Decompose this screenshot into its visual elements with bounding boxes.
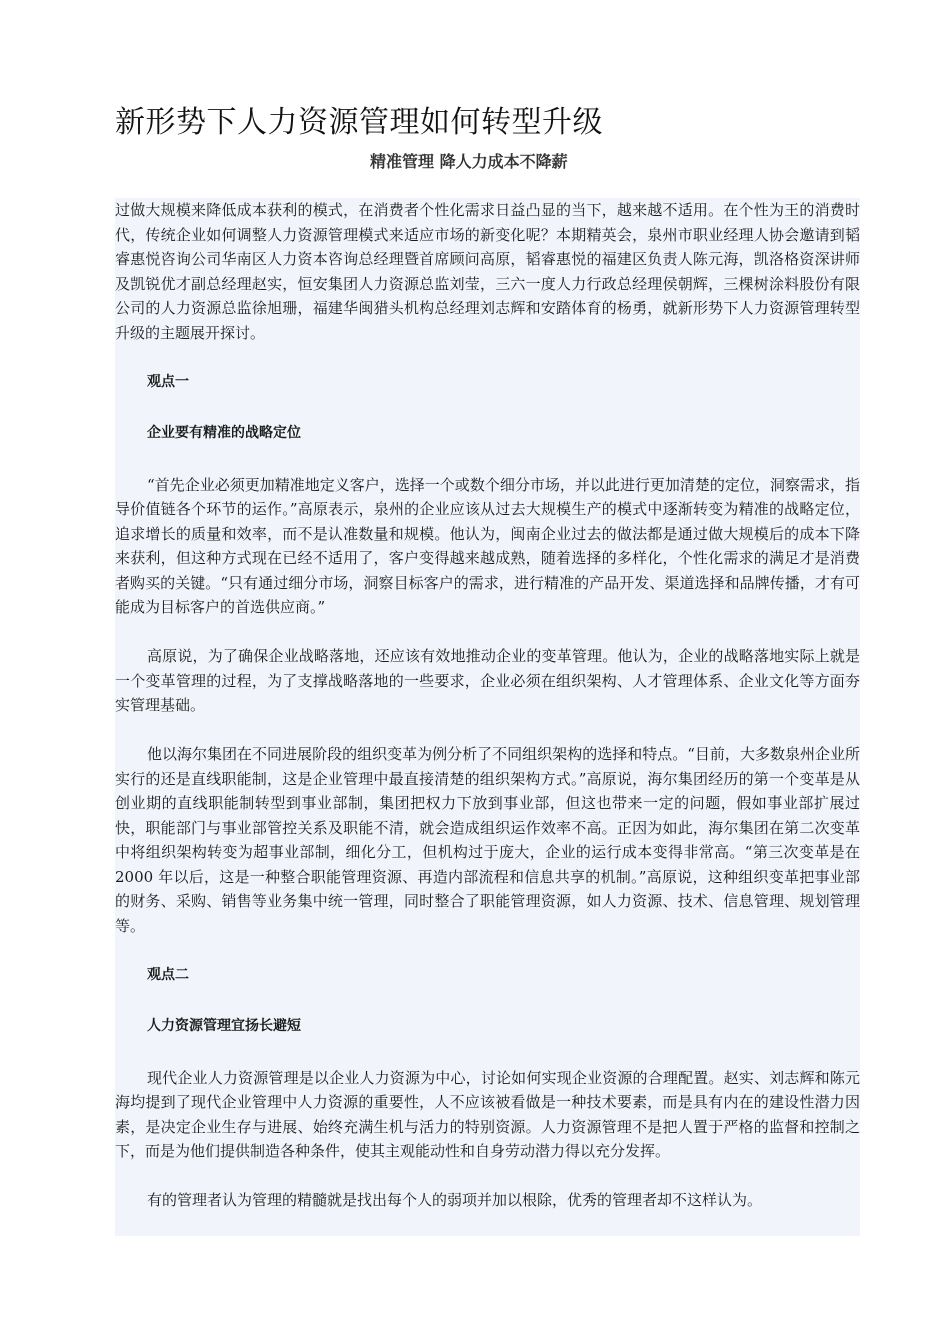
document-title: 新形势下人力资源管理如何转型升级 [115, 105, 603, 140]
paragraph-1: “首先企业必须更加精准地定义客户，选择一个或数个细分市场，并以此进行更加清楚的定位，洞察需求，指导价值链各个环节的运作。”高原表示，泉州的企业应该从过去大规模生产的模式中逐渐转变为精准的战略定位，追求增长的质量和效率，而不是认准数量和规模。他认为，闽南企业过去的做法都是通过做大规模后的成本下降来获利，但这种方式现在已经不适用了，客户变得越来越成熟，随着选择的多样化，个性化需求的满足才是消费者购买的关键。“只有通过细分市场，洞察目标客户的需求，进行精准的产品开发、渠道选择和品牌传播，才有可能成为目标客户的首选供应商。” [115, 475, 860, 616]
section1-label: 观点一 [147, 373, 189, 390]
section1-title: 企业要有精准的战略定位 [147, 425, 301, 441]
article-body [115, 198, 860, 1237]
paragraph-5: 有的管理者认为管理的精髓就是找出每个人的弱项并加以根除，优秀的管理者却不这样认为。 [147, 1191, 763, 1209]
document-subtitle: 精准管理 降人力成本不降薪 [370, 152, 568, 171]
section2-label: 观点二 [147, 966, 189, 983]
article-body-highlight [115, 198, 860, 1236]
paragraph-4: 现代企业人力资源管理是以企业人力资源为中心，讨论如何实现企业资源的合理配置。赵实、刘志辉和陈元海均提到了现代企业管理中人力资源的重要性，人不应该被看做是一种技术要素，而是具有内在的建设性潜力因素，是决定企业生存与进展、始终充满生机与活力的特别资源。人力资源管理不是把人置于严格的监督和控制之下，而是为他们提供制造各种条件，使其主观能动性和自身劳动潜力得以充分发挥。 [115, 1068, 860, 1160]
section2-title: 人力资源管理宜扬长避短 [147, 1018, 301, 1034]
paragraph-2: 高原说，为了确保企业战略落地，还应该有效地推动企业的变革管理。他认为，企业的战略落地实际上就是一个变革管理的过程，为了支撑战略落地的一些要求，企业必须在组织架构、人才管理体系、企业文化等方面夯实管理基础。 [115, 647, 860, 714]
paragraph-3: 他以海尔集团在不同进展阶段的组织变革为例分析了不同组织架构的选择和特点。“目前，大多数泉州企业所实行的还是直线职能制，这是企业管理中最直接清楚的组织架构方式。”高原说，海尔集团经历的第一个变革是从创业期的直线职能制转型到事业部制，集团把权力下放到事业部，但这也带来一定的问题，假如事业部扩展过快，职能部门与事业部管控关系及职能不清，就会造成组织运作效率不高。正因为如此，海尔集团在第二次变革中将组织架构转变为超事业部制，细化分工，但机构过于庞大，企业的运行成本变得非常高。“第三次变革是在 2000 年以后，这是一种整合职能管理资源、再造内部流程和信息共享的机制。”高原说，这种组织变革把事业部的财务、采购、销售等业务集中统一管理，同时整合了职能管理资源，如人力资源、技术、信息管理、规划管理等。 [115, 745, 860, 935]
intro-paragraph: 过做大规模来降低成本获利的模式，在消费者个性化需求日益凸显的当下，越来越不适用。在个性为王的消费时代，传统企业如何调整人力资源管理模式来适应市场的新变化呢？本期精英会，泉州市职业经理人协会邀请到韬睿惠悦咨询公司华南区人力资本咨询总经理暨首席顾问高原，韬睿惠悦的福建区负责人陈元海，凯洛格资深讲师及凯锐优才副总经理赵实，恒安集团人力资源总监刘莹，三六一度人力行政总经理侯朝辉，三棵树涂料股份有限公司的人力资源总监徐旭珊，福建华闽猎头机构总经理刘志辉和安踏体育的杨勇，就新形势下人力资源管理转型升级的主题展开探讨。 [115, 201, 860, 342]
